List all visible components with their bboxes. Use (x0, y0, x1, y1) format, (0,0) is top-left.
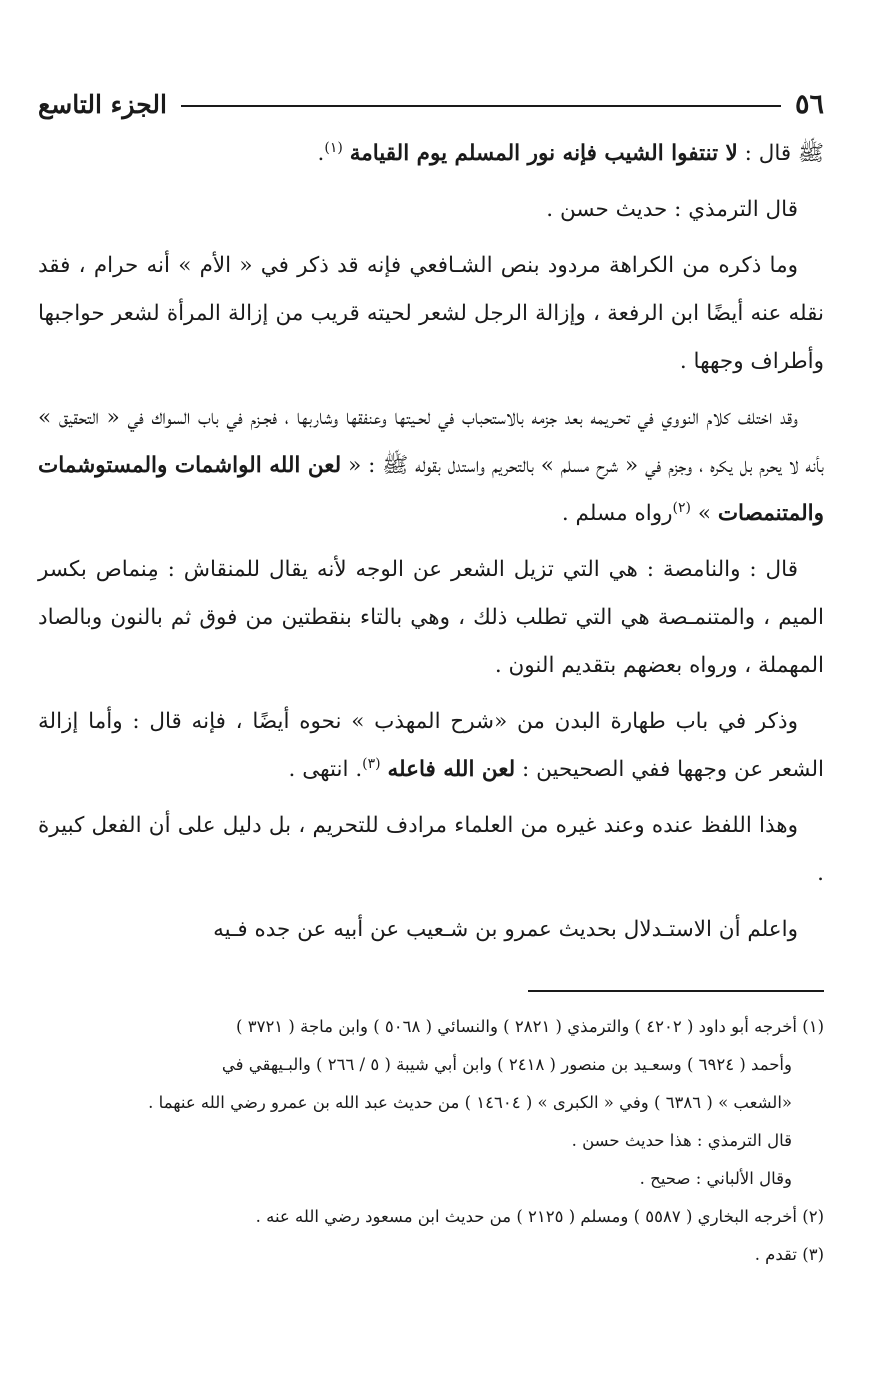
paragraph-namisa: قال : والنامصة : هي التي تزيل الشعر عن الوجه لأنه يقال للمنقاش : مِنماص بكسر الميم ، والمتنمـصة هي التي تطلب ذلك ، وهي بالتاء بنقطتين من فوق ثم بالنون وبالصاد المهملة ، ورواه بعضهم بتقديم النون . (38, 557, 824, 678)
nawawi-quote-close: » (690, 501, 718, 526)
main-text (38, 130, 824, 954)
page-header (38, 80, 824, 128)
muhadhdhab-text: وذكر في باب طهارة البدن من «شرح المهذب » نحوه أيضًا ، فإنه قال : وأما إزالة الشعر عن وجهها ففي الصحيحين : (38, 709, 824, 782)
hadith-intro: ﷺ قال : (737, 141, 824, 166)
paragraph-lafz: وهذا اللفظ عنده وعند غيره من العلماء مرادف للتحريم ، بل دليل على أن الفعل كبيرة . (38, 813, 824, 886)
footnote-3: (٣) تقدم . (754, 1245, 824, 1264)
nawawi-end: رواه مسلم . (561, 501, 673, 526)
header-rule (181, 105, 781, 107)
paragraph-tirmidhi: قال الترمذي : حديث حسن . (546, 197, 798, 222)
footnote-1-line-4: قال الترمذي : هذا حديث حسن . (571, 1131, 792, 1150)
paragraph-muhadhdhab (38, 698, 824, 794)
nawawi-hadith: لعن الله الواشمات والمستوشمات والمتنمصات (38, 453, 824, 526)
page-number: ٥٦ (794, 88, 824, 120)
muhadhdhab-hadith: لعن الله فاعله (387, 757, 516, 782)
footnote-1-line-2: وأحمد ( ٦٩٢٤ ) وسعـيد بن منصور ( ٢٤١٨ ) وابن أبي شيبة ( ٥ / ٢٦٦ ) والبـيهقي في (221, 1055, 792, 1074)
footnote-ref-1[interactable]: (١) (324, 139, 343, 156)
paragraph-nawawi (38, 394, 824, 538)
book-page (38, 80, 824, 1370)
hadith-end: . (317, 141, 325, 166)
paragraph-shafii: وما ذكره من الكراهة مردود بنص الشـافعي فإنه قد ذكر في « الأم » أنه حرام ، فقد نقله عنه أيضًا ابن الرفعة ، وإزالة الرجل لشعر لحيته قريب من إزالة المرأة لشعر حواجبها وأطراف وجهها . (38, 253, 824, 374)
footnote-2: (٢) أخرجه البخاري ( ٥٥٨٧ ) ومسلم ( ٢١٢٥ ) من حديث ابن مسعود رضي الله عنه . (255, 1207, 824, 1226)
hadith-text: لا تنتفوا الشيب فإنه نور المسلم يوم القيامة (349, 141, 738, 166)
paragraph-istidlal: واعلم أن الاستـدلال بحديث عمرو بن شـعيب عن أبيه عن جده فـيه (213, 917, 798, 942)
footnotes (38, 1008, 824, 1274)
nawawi-text: وقد اختلف كلام النووي في تحـريمه بعد جزمه بالاستحباب في لحـيتها وعنفقها وشاربها ، فجـزم في باب السواك في « التحقيق » بأنه لا يحرم بل يكره ، وجزم في « شرح مسلم » بالتحريم واستدل بقوله ﷺ : « (38, 405, 824, 478)
footnote-separator (528, 990, 824, 992)
footnote-1-line-1: (١) أخرجه أبو داود ( ٤٢٠٢ ) والترمذي ( ٢٨٢١ ) والنسائي ( ٥٠٦٨ ) وابن ماجة ( ٣٧٢١ ) (236, 1017, 824, 1036)
footnote-ref-2[interactable]: (٢) (672, 499, 691, 516)
muhadhdhab-end: . انتهى . (288, 757, 363, 782)
footnote-1-line-5: وقال الألباني : صحيح . (639, 1169, 792, 1188)
footnote-ref-3[interactable]: (٣) (362, 755, 381, 772)
paragraph-hadith (38, 130, 824, 178)
part-title: الجزء التاسع (38, 89, 167, 119)
footnote-1-line-3: «الشعب » ( ٦٣٨٦ ) وفي « الكبرى » ( ١٤٦٠٤ ) من حديث عبد الله بن عمرو رضي الله عنهما . (148, 1093, 792, 1112)
